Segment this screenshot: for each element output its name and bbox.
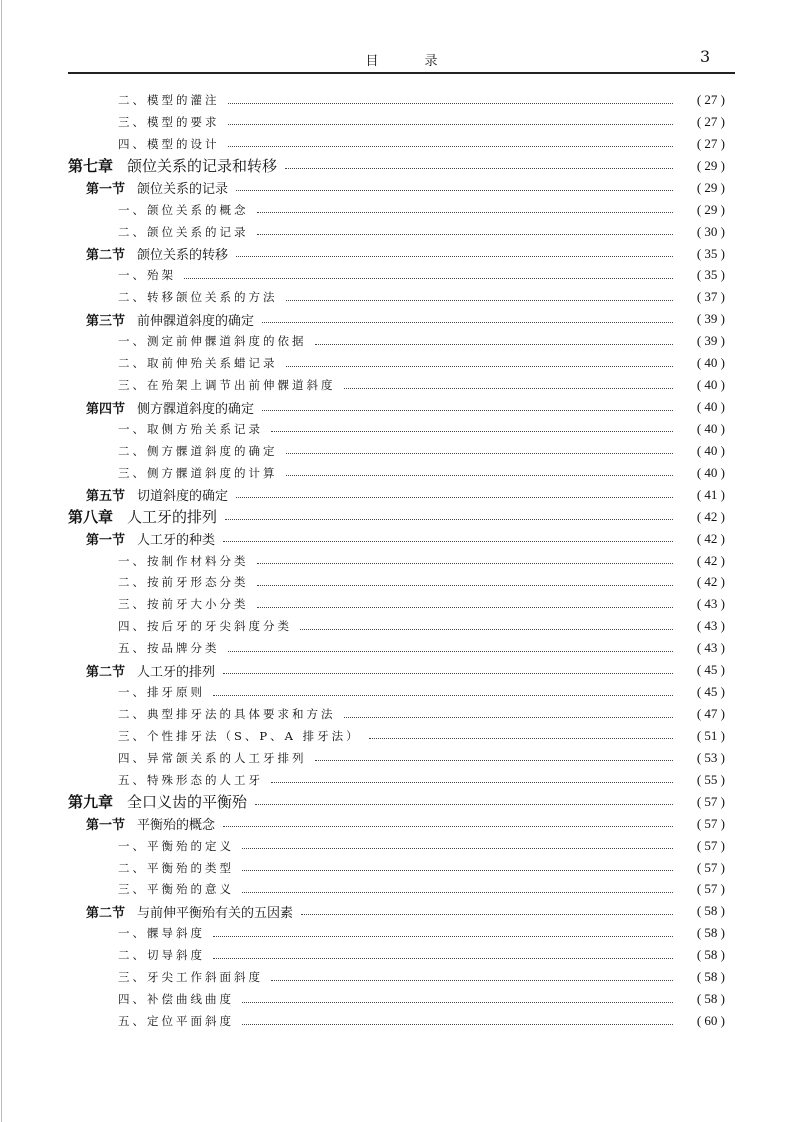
toc-entry-page: ( 53 ) [696, 749, 725, 765]
toc-entry-title: 平衡殆的概念 [137, 818, 216, 834]
toc-entry-title: 二、切导斜度 [118, 948, 205, 963]
dot-leader [236, 256, 673, 257]
toc-item[interactable] [118, 331, 725, 351]
toc-entry-page: ( 58 ) [696, 903, 725, 919]
toc-section[interactable] [86, 485, 725, 505]
toc-item[interactable] [118, 375, 725, 395]
toc-entry-page: ( 29 ) [696, 179, 725, 195]
header-rule [68, 72, 735, 74]
toc-entry-title: 三、按前牙大小分类 [118, 597, 249, 612]
toc-entry-title: 一、平衡殆的定义 [118, 838, 234, 853]
toc-entry-title: 人工牙的排列 [127, 508, 218, 527]
toc-item[interactable] [118, 222, 725, 242]
dot-leader [344, 717, 674, 718]
dot-leader [228, 124, 674, 125]
toc-section[interactable] [86, 178, 725, 198]
toc-entry-title: 一、颌位关系的概念 [118, 202, 249, 217]
toc-item[interactable] [118, 770, 725, 790]
toc-entry-label: 第五节 [86, 489, 126, 505]
dot-leader [242, 848, 673, 849]
toc-item[interactable] [118, 134, 725, 154]
dot-leader [223, 673, 673, 674]
toc-item[interactable] [118, 441, 725, 461]
toc-entry-label: 第七章 [68, 157, 114, 176]
toc-entry-page: ( 27 ) [696, 92, 725, 107]
toc-entry-page: ( 45 ) [696, 662, 725, 678]
toc-entry-title: 一、按制作材料分类 [118, 553, 249, 568]
toc-entry-title: 切道斜度的确定 [137, 489, 229, 505]
toc-entry-title: 三、在殆架上调节出前伸髁道斜度 [118, 378, 336, 393]
toc-entry-title: 四、按后牙的牙尖斜度分类 [118, 619, 292, 634]
dot-leader [257, 563, 674, 564]
page-edge [1, 0, 2, 1122]
dot-leader [262, 410, 673, 411]
toc-entry-title: 一、测定前伸髁道斜度的依据 [118, 334, 307, 349]
toc-entry-title: 五、按品牌分类 [118, 641, 220, 656]
toc-item[interactable] [118, 704, 725, 724]
toc-entry-page: ( 45 ) [696, 684, 725, 700]
toc-entry-title: 三、模型的要求 [118, 114, 220, 129]
dot-leader [255, 804, 673, 805]
dot-leader [225, 519, 673, 520]
toc-entry-page: ( 57 ) [696, 815, 725, 831]
toc-entry-title: 二、侧方髁道斜度的确定 [118, 443, 278, 458]
toc-entry-page: ( 58 ) [696, 969, 725, 985]
toc-entry-title: 与前伸平衡殆有关的五因素 [137, 905, 294, 921]
dot-leader [213, 958, 673, 959]
toc-entry-page: ( 43 ) [696, 640, 725, 656]
toc-item[interactable] [118, 90, 725, 110]
toc-entry-label: 第九章 [68, 793, 114, 812]
toc-entry-title: 一、殆架 [118, 268, 176, 283]
toc-item[interactable] [118, 1011, 725, 1031]
toc-entry-title: 颌位关系的转移 [137, 248, 229, 263]
toc-item[interactable] [118, 726, 725, 746]
toc-entry-page: ( 40 ) [696, 355, 725, 371]
toc-entry-label: 第一节 [86, 818, 126, 834]
toc-entry-page: ( 40 ) [696, 420, 725, 436]
toc-item[interactable] [118, 923, 725, 943]
dot-leader [228, 146, 674, 147]
toc-entry-title: 四、补偿曲线曲度 [118, 992, 234, 1007]
dot-leader [315, 760, 674, 761]
toc-entry-title: 二、颌位关系的记录 [118, 224, 249, 239]
dot-leader [242, 870, 673, 871]
toc-entry-page: ( 29 ) [696, 157, 725, 173]
dot-leader [184, 278, 673, 279]
toc-item[interactable] [118, 879, 725, 899]
page-number: 3 [700, 47, 711, 66]
dot-leader [228, 651, 674, 652]
dot-leader [257, 234, 674, 235]
dot-leader [257, 607, 674, 608]
dot-leader [236, 497, 673, 498]
toc-entry-title: 三、牙尖工作斜面斜度 [118, 970, 263, 985]
toc-entry-label: 第四节 [86, 401, 126, 417]
dot-leader [228, 103, 674, 104]
dot-leader [286, 453, 674, 454]
toc-section[interactable] [86, 814, 725, 834]
toc-entry-title: 前伸髁道斜度的确定 [137, 313, 255, 329]
toc-item[interactable] [118, 287, 725, 307]
dot-leader [301, 914, 673, 915]
toc-section[interactable] [86, 529, 725, 549]
toc-item[interactable] [118, 836, 725, 856]
toc-entry-page: ( 27 ) [696, 113, 725, 129]
toc-entry-page: ( 55 ) [696, 771, 725, 787]
toc-entry-title: 一、髁导斜度 [118, 926, 205, 941]
dot-leader [344, 388, 674, 389]
dot-leader [223, 541, 673, 542]
dot-leader [271, 782, 673, 783]
toc-item[interactable] [118, 616, 725, 636]
toc-entry-page: ( 39 ) [696, 333, 725, 349]
toc-entry-page: ( 57 ) [696, 859, 725, 875]
toc-item[interactable] [118, 989, 725, 1009]
toc-section[interactable] [86, 901, 725, 921]
dot-leader [223, 826, 673, 827]
toc-entry-page: ( 51 ) [696, 727, 725, 743]
toc-entry-title: 三、平衡殆的意义 [118, 882, 234, 897]
toc-entry-title: 二、按前牙形态分类 [118, 575, 249, 590]
toc-entry-title: 四、异常颌关系的人工牙排列 [118, 750, 307, 765]
toc-entry-label: 第二节 [86, 905, 126, 921]
toc-chapter[interactable] [68, 156, 725, 176]
toc-entry-title: 五、定位平面斜度 [118, 1014, 234, 1029]
dot-leader [213, 936, 673, 937]
toc-entry-title: 二、转移颌位关系的方法 [118, 290, 278, 305]
toc-entry-title: 一、取侧方殆关系记录 [118, 421, 263, 436]
toc-entry-label: 第一节 [86, 533, 126, 549]
dot-leader [257, 585, 674, 586]
toc-entry-page: ( 42 ) [696, 574, 725, 590]
toc-entry-title: 三、个性排牙法（S、P、A 排牙法） [118, 728, 361, 743]
toc-entry-title: 二、模型的灌注 [118, 93, 220, 107]
toc-item[interactable] [118, 594, 725, 614]
toc-entry-page: ( 58 ) [696, 925, 725, 941]
toc-entry-title: 颌位关系的记录 [137, 182, 229, 198]
toc-entry-page: ( 30 ) [696, 223, 725, 239]
toc-entry-label: 第一节 [86, 182, 126, 198]
toc-item[interactable] [118, 353, 725, 373]
dot-leader [242, 1024, 673, 1025]
toc-item[interactable] [118, 265, 725, 285]
toc-entry-page: ( 43 ) [696, 596, 725, 612]
toc-entry-page: ( 42 ) [696, 530, 725, 546]
toc-item[interactable] [118, 638, 725, 658]
dot-leader [286, 475, 674, 476]
toc-entry-page: ( 60 ) [696, 1013, 725, 1029]
toc-entry-title: 二、取前伸殆关系蜡记录 [118, 356, 278, 371]
toc-section[interactable] [86, 660, 725, 680]
toc-entry-page: ( 57 ) [696, 881, 725, 897]
toc-section[interactable] [86, 309, 725, 329]
toc-entry-label: 第三节 [86, 313, 126, 329]
toc-entry-title: 一、排牙原则 [118, 685, 205, 700]
toc-item[interactable] [118, 858, 725, 878]
toc-entry-page: ( 39 ) [696, 311, 725, 327]
toc-entry-page: ( 57 ) [696, 837, 725, 853]
toc-entry-title: 侧方髁道斜度的确定 [137, 401, 255, 417]
dot-leader [286, 300, 674, 301]
dot-leader [271, 980, 673, 981]
dot-leader [236, 190, 673, 191]
toc-item[interactable] [118, 551, 725, 571]
dot-leader [213, 695, 673, 696]
dot-leader [271, 431, 673, 432]
toc-entry-label: 第八章 [68, 508, 114, 527]
toc-item[interactable] [118, 200, 725, 220]
toc-section[interactable] [86, 244, 725, 264]
toc-entry-title: 二、典型排牙法的具体要求和方法 [118, 707, 336, 722]
toc-item[interactable] [118, 945, 725, 965]
toc-section[interactable] [86, 397, 725, 417]
toc-entry-title: 人工牙的种类 [137, 533, 216, 549]
toc-entry-page: ( 35 ) [696, 267, 725, 283]
toc-entry-page: ( 42 ) [696, 552, 725, 568]
toc-entry-title: 全口义齿的平衡殆 [127, 793, 248, 812]
toc-entry-page: ( 43 ) [696, 618, 725, 634]
toc-entry-label: 第二节 [86, 664, 126, 680]
dot-leader [286, 366, 674, 367]
toc-entry-page: ( 58 ) [696, 991, 725, 1007]
toc-entry-page: ( 40 ) [696, 442, 725, 458]
dot-leader [262, 322, 673, 323]
dot-leader [300, 629, 673, 630]
toc-entry-label: 第二节 [86, 248, 126, 263]
dot-leader [285, 168, 673, 169]
toc-entry-page: ( 37 ) [696, 289, 725, 305]
toc-entry-page: ( 40 ) [696, 464, 725, 480]
toc-item[interactable] [118, 463, 725, 483]
toc-entry-title: 颌位关系的记录和转移 [127, 157, 278, 176]
toc-entry-title: 人工牙的排列 [137, 664, 216, 680]
toc-item[interactable] [118, 682, 725, 702]
dot-leader [242, 1002, 673, 1003]
toc-entry-page: ( 35 ) [696, 245, 725, 261]
dot-leader [369, 738, 673, 739]
toc-chapter[interactable] [68, 792, 725, 812]
toc-entry-page: ( 42 ) [696, 508, 725, 524]
dot-leader [257, 212, 674, 213]
running-header-title: 目录 [365, 54, 484, 69]
toc-item[interactable] [118, 419, 725, 439]
toc-entry-title: 二、平衡殆的类型 [118, 860, 234, 875]
toc-item[interactable] [118, 748, 725, 768]
toc-item[interactable] [118, 112, 725, 132]
toc-entry-title: 四、模型的设计 [118, 136, 220, 151]
toc-entry-page: ( 40 ) [696, 377, 725, 393]
toc-entry-page: ( 41 ) [696, 486, 725, 502]
toc-entry-title: 三、侧方髁道斜度的计算 [118, 465, 278, 480]
toc-entry-page: ( 58 ) [696, 947, 725, 963]
toc-entry-title: 五、特殊形态的人工牙 [118, 772, 263, 787]
toc-entry-page: ( 29 ) [696, 201, 725, 217]
toc-entry-page: ( 57 ) [696, 793, 725, 809]
toc-chapter[interactable] [68, 507, 725, 527]
toc-item[interactable] [118, 967, 725, 987]
dot-leader [242, 892, 673, 893]
toc-entry-page: ( 47 ) [696, 706, 725, 722]
toc-entry-page: ( 40 ) [696, 399, 725, 415]
toc-item[interactable] [118, 572, 725, 592]
toc-entry-page: ( 27 ) [696, 135, 725, 151]
dot-leader [315, 344, 674, 345]
